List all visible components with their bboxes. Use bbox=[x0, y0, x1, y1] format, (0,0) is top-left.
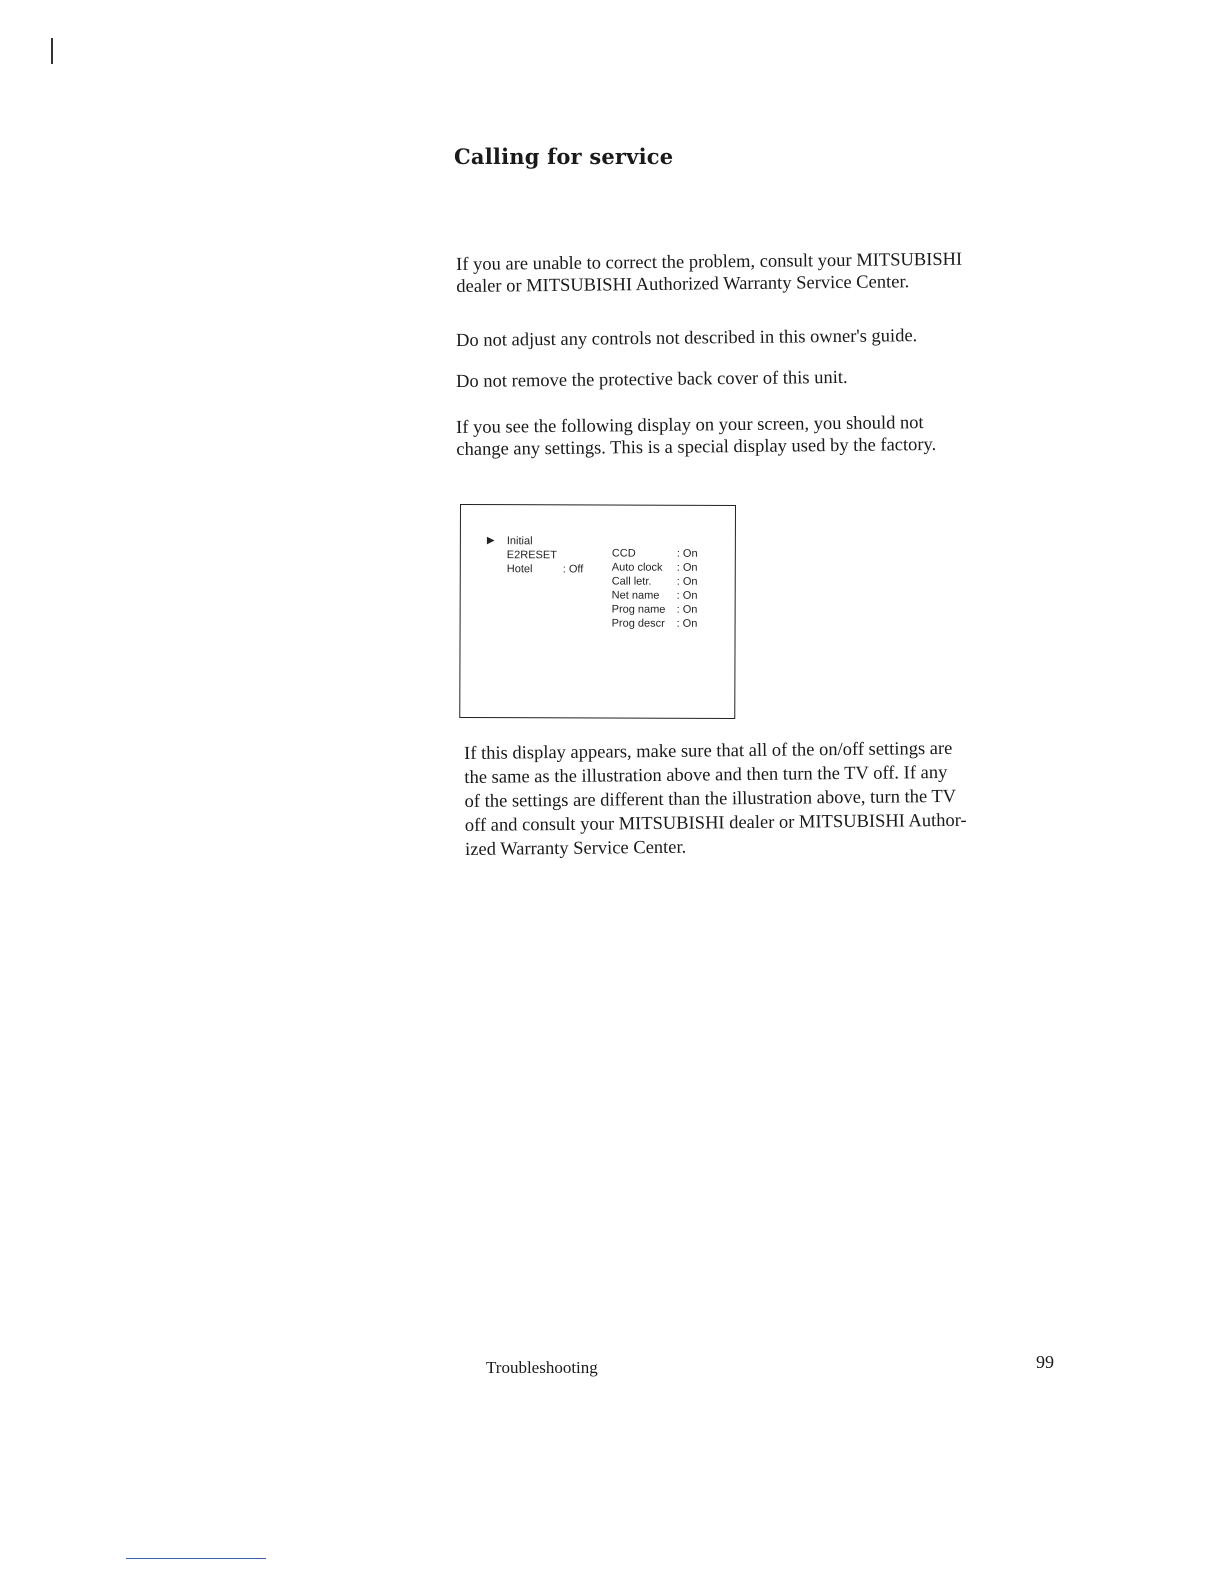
selection-arrow-icon: ▶ bbox=[486, 535, 495, 547]
bottom-divider bbox=[126, 1558, 266, 1559]
paragraph-special-display-intro bbox=[456, 411, 1056, 461]
osd-item-prog-descr: Prog descr bbox=[611, 617, 665, 630]
text-line: If you see the following display on your screen, you should not bbox=[456, 413, 924, 438]
page-title: Calling for service bbox=[454, 144, 674, 169]
osd-item-auto-clock: Auto clock bbox=[611, 561, 663, 574]
osd-item-initial: Initial bbox=[506, 535, 533, 548]
osd-value-ccd: : On bbox=[676, 547, 698, 560]
scan-artifact-mark bbox=[51, 38, 53, 64]
text-line: change any settings. This is a special display used by the factory. bbox=[456, 434, 937, 460]
osd-value-auto-clock: : On bbox=[676, 561, 698, 574]
osd-item-net-name: Net name bbox=[611, 589, 660, 602]
footer-section-label: Troubleshooting bbox=[486, 1358, 598, 1377]
text-line: off and consult your MITSUBISHI dealer or MITSUBISHI Author- bbox=[464, 810, 967, 836]
osd-value-net-name: : On bbox=[676, 589, 698, 602]
osd-item-e2reset: E2RESET bbox=[506, 549, 557, 562]
osd-value-prog-name: : On bbox=[676, 603, 698, 616]
osd-item-prog-name: Prog name bbox=[611, 603, 666, 616]
paragraph-consult-dealer bbox=[456, 248, 1056, 298]
text-line: If this display appears, make sure that all of the on/off settings are bbox=[464, 738, 953, 764]
paragraph-do-not-remove-cover: Do not remove the protective back cover of this unit. bbox=[456, 367, 848, 392]
osd-item-hotel: Hotel bbox=[506, 563, 533, 576]
factory-display-illustration bbox=[459, 504, 736, 719]
text-line: If you are unable to correct the problem, consult your MITSUBISHI bbox=[456, 249, 963, 275]
paragraph-display-instructions bbox=[464, 736, 1065, 862]
osd-item-ccd: CCD bbox=[611, 547, 636, 560]
osd-item-call-letr: Call letr. bbox=[611, 575, 652, 588]
osd-value-hotel: : Off bbox=[562, 563, 584, 576]
text-line: of the settings are different than the illustration above, turn the TV bbox=[464, 786, 957, 812]
paragraph-do-not-adjust: Do not adjust any controls not described in this owner's guide. bbox=[456, 326, 918, 351]
osd-value-prog-descr: : On bbox=[676, 617, 698, 630]
text-line: dealer or MITSUBISHI Authorized Warranty Service Center. bbox=[456, 272, 910, 297]
page-number: 99 bbox=[1036, 1352, 1054, 1372]
text-line: the same as the illustration above and then turn the TV off. If any bbox=[464, 762, 948, 788]
osd-value-call-letr: : On bbox=[676, 575, 698, 588]
text-line: ized Warranty Service Center. bbox=[465, 837, 687, 860]
